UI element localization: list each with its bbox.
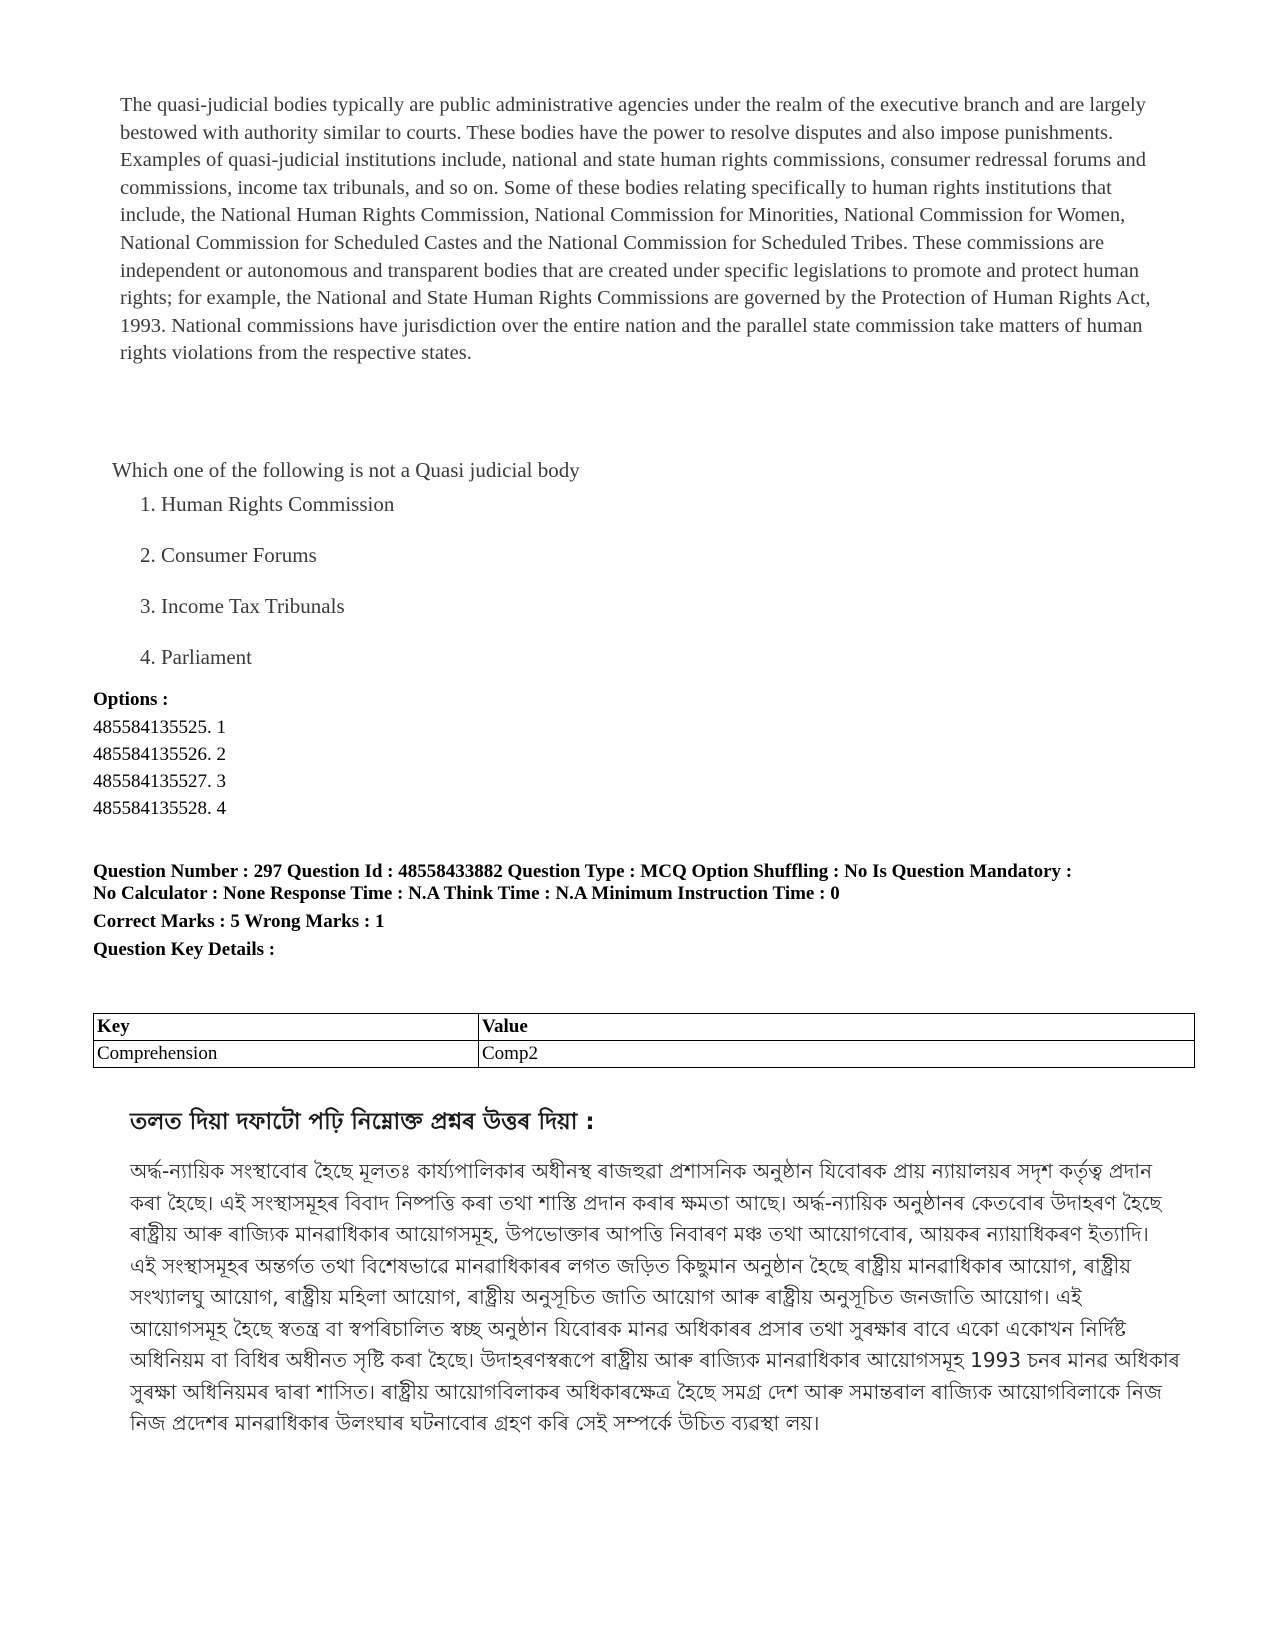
passage-english: The quasi-judicial bodies typically are public administrative agencies under the realm of the executive branch and are largely bestowed with authority similar to courts. These bodies have the power to resolve disputes and also impose punishments. Examples of quasi-judicial institutions include, national and state human rights commissions, consumer redressal forums and commissions, income tax tribunals, and so on. Some of these bodies relating specifically to human rights institutions that include, the National Human Rights Commission, National Commission for Minorities, National Commission for Women, National Commission for Scheduled Castes and the National Commission for Scheduled Tribes. These commissions are independent or autonomous and transparent bodies that are created under specific legislations to promote and protect human rights; for example, the National and State Human Rights Commissions are governed by the Protection of Human Rights Act, 1993. National commissions have jurisdiction over the entire nation and the parallel state commission take matters of human rights violations from the respective states. [120,94,1151,365]
table-row [94,1041,1195,1068]
marks-line: Correct Marks : 5 Wrong Marks : 1 [93,911,385,932]
option-line: 485584135526. 2 [93,744,226,765]
answer-item: 2. Consumer Forums [140,543,317,567]
question-stem: Which one of the following is not a Quasi judicial body [112,458,580,482]
key-details-table [93,1013,1195,1068]
assamese-heading: তলত দিয়া দফাটো পঢ়ি নিম্নোক্ত প্ৰশ্নৰ উত্তৰ দিয়া : [130,1109,595,1135]
table-header-row [94,1014,1195,1041]
options-label: Options : [93,689,169,710]
table-header-value: Value [479,1014,1195,1041]
table-cell-key: Comprehension [94,1041,479,1068]
option-line: 485584135528. 4 [93,798,226,819]
question-meta-line2: No Calculator : None Response Time : N.A Think Time : N.A Minimum Instruction Time : 0 [93,883,840,904]
table-header-key: Key [94,1014,479,1041]
answer-item: 1. Human Rights Commission [140,492,395,516]
key-details-label: Question Key Details : [93,939,276,960]
question-meta-line1: Question Number : 297 Question Id : 48558433882 Question Type : MCQ Option Shuffling : No Is Question Mandatory : [93,861,1073,882]
option-line: 485584135527. 3 [93,771,226,792]
table-cell-value: Comp2 [479,1041,1195,1068]
answer-item: 4. Parliament [140,645,252,669]
answer-item: 3. Income Tax Tribunals [140,594,345,618]
option-line: 485584135525. 1 [93,717,226,738]
passage-assamese: অৰ্দ্ধ-ন্যায়িক সংস্থাবোৰ হৈছে মূলতঃ কাৰ্য্যপালিকাৰ অধীনস্থ ৰাজহুৱা প্ৰশাসনিক অনুষ্ঠান যিবোৰক প্ৰায় ন্যায়ালয়ৰ সদৃশ কৰ্তৃত্ব প্ৰদান কৰা হৈছে। এই সংস্থাসমূহৰ বিবাদ নিষ্পত্তি কৰা তথা শাস্তি প্ৰদান কৰাৰ ক্ষমতা আছে। অৰ্দ্ধ-ন্যায়িক অনুষ্ঠানৰ কেতবোৰ উদাহৰণ হৈছে ৰাষ্ট্ৰীয় আৰু ৰাজ্যিক মানৱাধিকাৰ আয়োগসমূহ, উপভোক্তাৰ আপত্তি নিবাৰণ মঞ্চ তথা আয়োগবোৰ, আয়কৰ ন্যায়াধিকৰণ ইত্যাদি। এই সংস্থাসমূহৰ অন্তৰ্গত তথা বিশেষভাৱে মানৱাধিকাৰৰ লগত জড়িত কিছুমান অনুষ্ঠান হৈছে ৰাষ্ট্ৰীয় মানৱাধিকাৰ আয়োগ, ৰাষ্ট্ৰীয় সংখ্যালঘু আয়োগ, ৰাষ্ট্ৰীয় মহিলা আয়োগ, ৰাষ্ট্ৰীয় অনুসূচিত জাতি আয়োগ আৰু ৰাষ্ট্ৰীয় অনুসূচিত জনজাতি আয়োগ। এই আয়োগসমূহ হৈছে স্বতন্ত্ৰ বা স্বপৰিচালিত স্বচ্ছ অনুষ্ঠান যিবোৰক মানৱ অধিকাৰৰ প্ৰসাৰ তথা সুৰক্ষাৰ বাবে একো একোখন নিৰ্দিষ্ট অধিনিয়ম বা বিধিৰ অধীনত সৃষ্টি কৰা হৈছে। উদাহৰণস্বৰূপে ৰাষ্ট্ৰীয় আৰু ৰাজ্যিক মানৱাধিকাৰ আয়োগসমূহ 1993 চনৰ মানৱ অধিকাৰ সুৰক্ষা অধিনিয়মৰ দ্বাৰা শাসিত। ৰাষ্ট্ৰীয় আয়োগবিলাকৰ অধিকাৰক্ষেত্ৰ হৈছে সমগ্ৰ দেশ আৰু সমান্তৰাল ৰাজ্যিক আয়োগবিলাকে নিজ নিজ প্ৰদেশৰ মানৱাধিকাৰ উলংঘাৰ ঘটনাবোৰ গ্ৰহণ কৰি সেই সম্পৰ্কে উচিত ব্যৱস্থা লয়। [130,1159,1180,1435]
